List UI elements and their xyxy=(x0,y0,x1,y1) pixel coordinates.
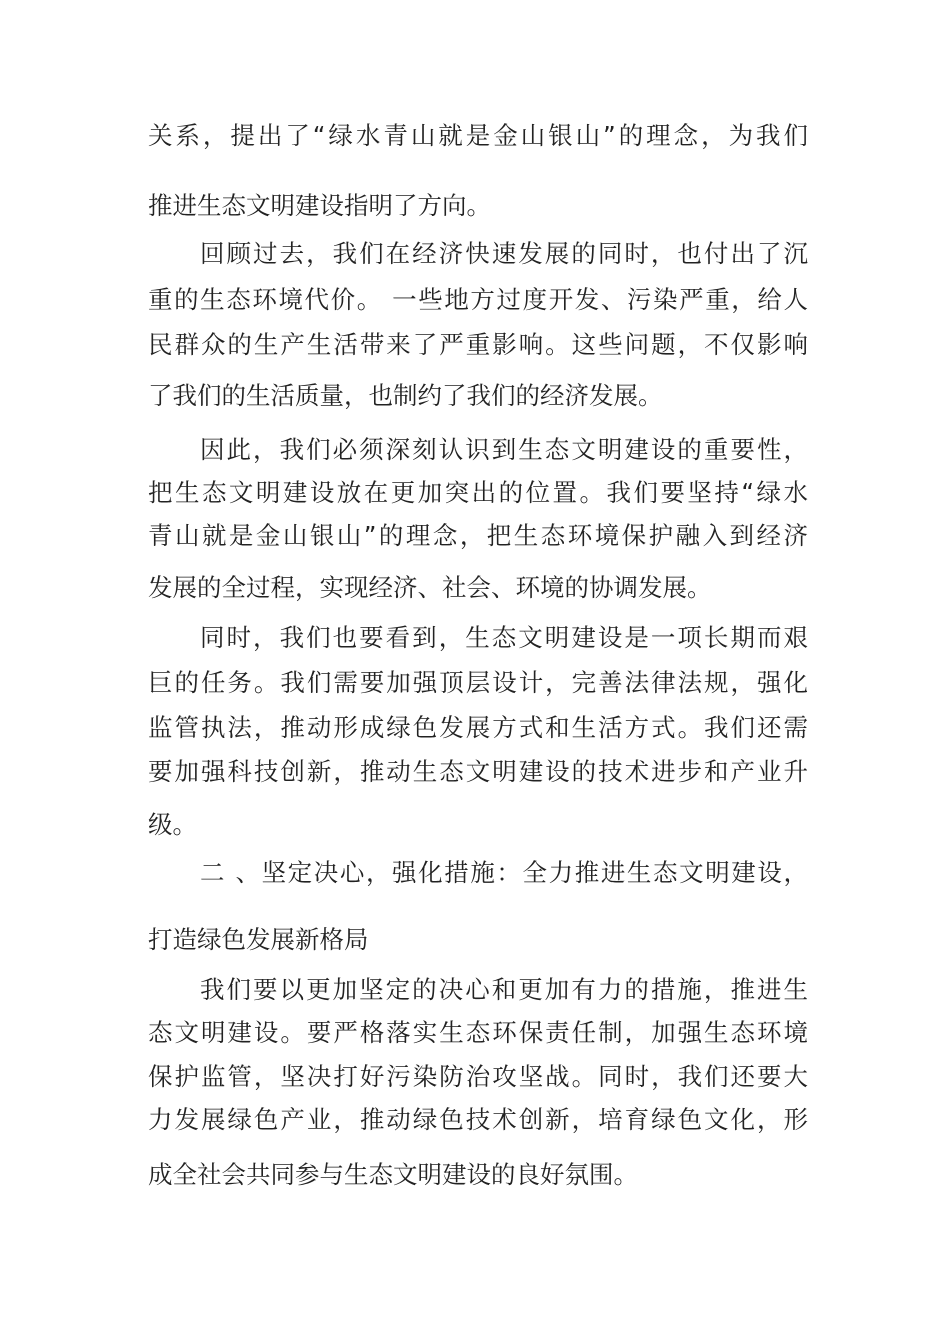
body-text-line: 级。 xyxy=(148,810,197,839)
body-text-line: 成全社会共同参与生态文明建设的良好氛围。 xyxy=(148,1160,638,1189)
paragraph-first-line: 同时，我们也要看到，生态文明建设是一项长期而艰 xyxy=(200,623,808,652)
body-text-line: 发展的全过程，实现经济、社会、环境的协调发展。 xyxy=(148,573,712,602)
body-text-line: 保护监管，坚决打好污染防治攻坚战。同时，我们还要大 xyxy=(148,1062,808,1091)
paragraph-first-line: 回顾过去，我们在经济快速发展的同时，也付出了沉 xyxy=(200,239,808,268)
body-text-line: 推进生态文明建设指明了方向。 xyxy=(148,191,491,220)
paragraph-first-line: 我们要以更加坚定的决心和更加有力的措施，推进生 xyxy=(200,975,808,1004)
body-text-line: 了我们的生活质量，也制约了我们的经济发展。 xyxy=(148,381,663,410)
body-text-line: 监管执法，推动形成绿色发展方式和生活方式。我们还需 xyxy=(148,713,808,742)
body-text-line: 民群众的生产生活带来了严重影响。这些问题，不仅影响 xyxy=(148,330,808,359)
section-heading-line: 打造绿色发展新格局 xyxy=(148,925,369,954)
body-text-line: 把生态文明建设放在更加突出的位置。我们要坚持“绿水 xyxy=(148,478,808,507)
body-text-line: 力发展绿色产业，推动绿色技术创新，培育绿色文化，形 xyxy=(148,1105,808,1134)
body-text-line: 重的生态环境代价。 一些地方过度开发、污染严重，给人 xyxy=(148,285,808,314)
body-text-line: 巨的任务。我们需要加强顶层设计，完善法律法规，强化 xyxy=(148,668,808,697)
body-text-line: 关系，提出了“绿水青山就是金山银山”的理念，为我们 xyxy=(148,121,808,150)
paragraph-first-line: 因此，我们必须深刻认识到生态文明建设的重要性， xyxy=(200,435,808,464)
body-text-line: 要加强科技创新，推动生态文明建设的技术进步和产业升 xyxy=(148,757,808,786)
section-heading-line: 二 、坚定决心，强化措施：全力推进生态文明建设， xyxy=(200,858,808,887)
body-text-line: 态文明建设。要严格落实生态环保责任制，加强生态环境 xyxy=(148,1018,808,1047)
body-text-line: 青山就是金山银山”的理念，把生态环境保护融入到经济 xyxy=(148,521,808,550)
